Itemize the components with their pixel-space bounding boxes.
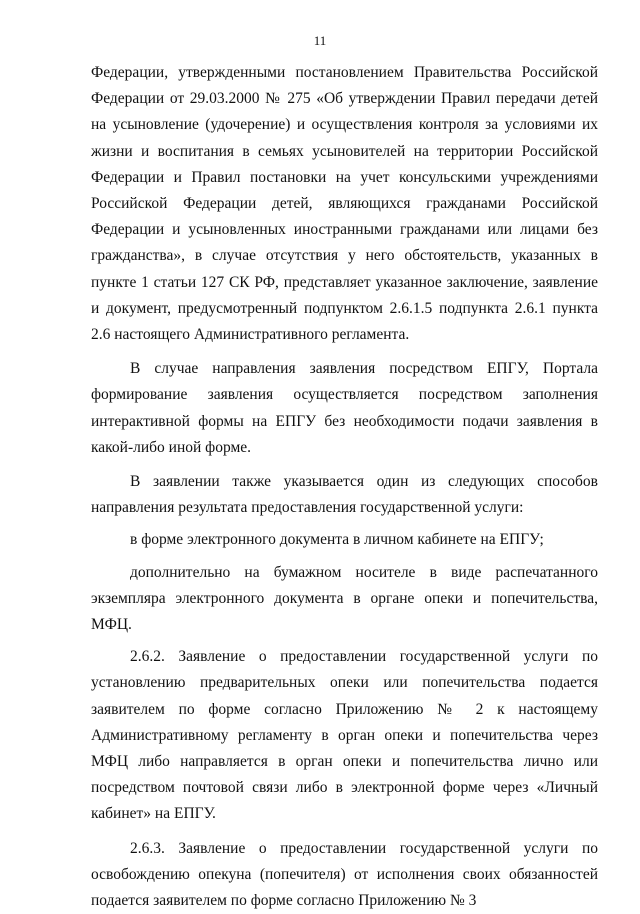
paragraph-2-6-2: 2.6.2. Заявление о предоставлении государственной услуги по установлению предварительных опеки или попечительства подается заявителем по форме согласно Приложению № 2 к настоящему Административному регламенту в орган опеки и попечительства через МФЦ либо направляется в орган опеки и попечительства лично или посредством почтовой связи либо в электронной форме через «Личный кабинет» на ЕПГУ. xyxy=(91,648,598,823)
list-item-electronic-document: в форме электронного документа в личном кабинете на ЕПГУ; xyxy=(130,531,544,549)
paragraph-2-6-3: 2.6.3. Заявление о предоставлении государственной услуги по освобождению опекуна (попечителя) от исполнения своих обязанностей подается заявителем по форме согласно Приложению № 3 xyxy=(91,839,598,910)
document-body xyxy=(91,60,598,914)
page-number: 11 xyxy=(313,33,327,48)
paragraph-continuation: Федерации, утвержденными постановлением Правительства Российской Федерации от 29.03.2000 № 275 «Об утверждении Правил передачи детей на усыновление (удочерение) и осуществления контроля за условиями их жизни и воспитания в семьях усыновителей на территории Российской Федерации и Правил постановки на учет консульскими учреждениями Российской Федерации детей, являющихся гражданами Российской Федерации и усыновленных иностранными гражданами или лицами без гражданства», в случае отсутствия у него обстоятельств, указанных в пункте 1 статьи 127 СК РФ, представляет указанное заключение, заявление и документ, предусмотренный подпунктом 2.6.1.5 подпункта 2.6.1 пункта 2.6 настоящего Административного регламента. xyxy=(91,64,598,344)
paragraph-result-delivery-methods: В заявлении также указывается один из следующих способов направления результата предоставления государственной услуги: xyxy=(91,473,598,517)
paragraph-epgu-submission: В случае направления заявления посредством ЕПГУ, Портала формирование заявления осуществляется посредством заполнения интерактивной формы на ЕПГУ без необходимости подачи заявления в какой-либо иной форме. xyxy=(91,360,598,456)
list-item-paper-copy: дополнительно на бумажном носителе в виде распечатанного экземпляра электронного документа в органе опеки и попечительства, МФЦ. xyxy=(91,563,598,634)
